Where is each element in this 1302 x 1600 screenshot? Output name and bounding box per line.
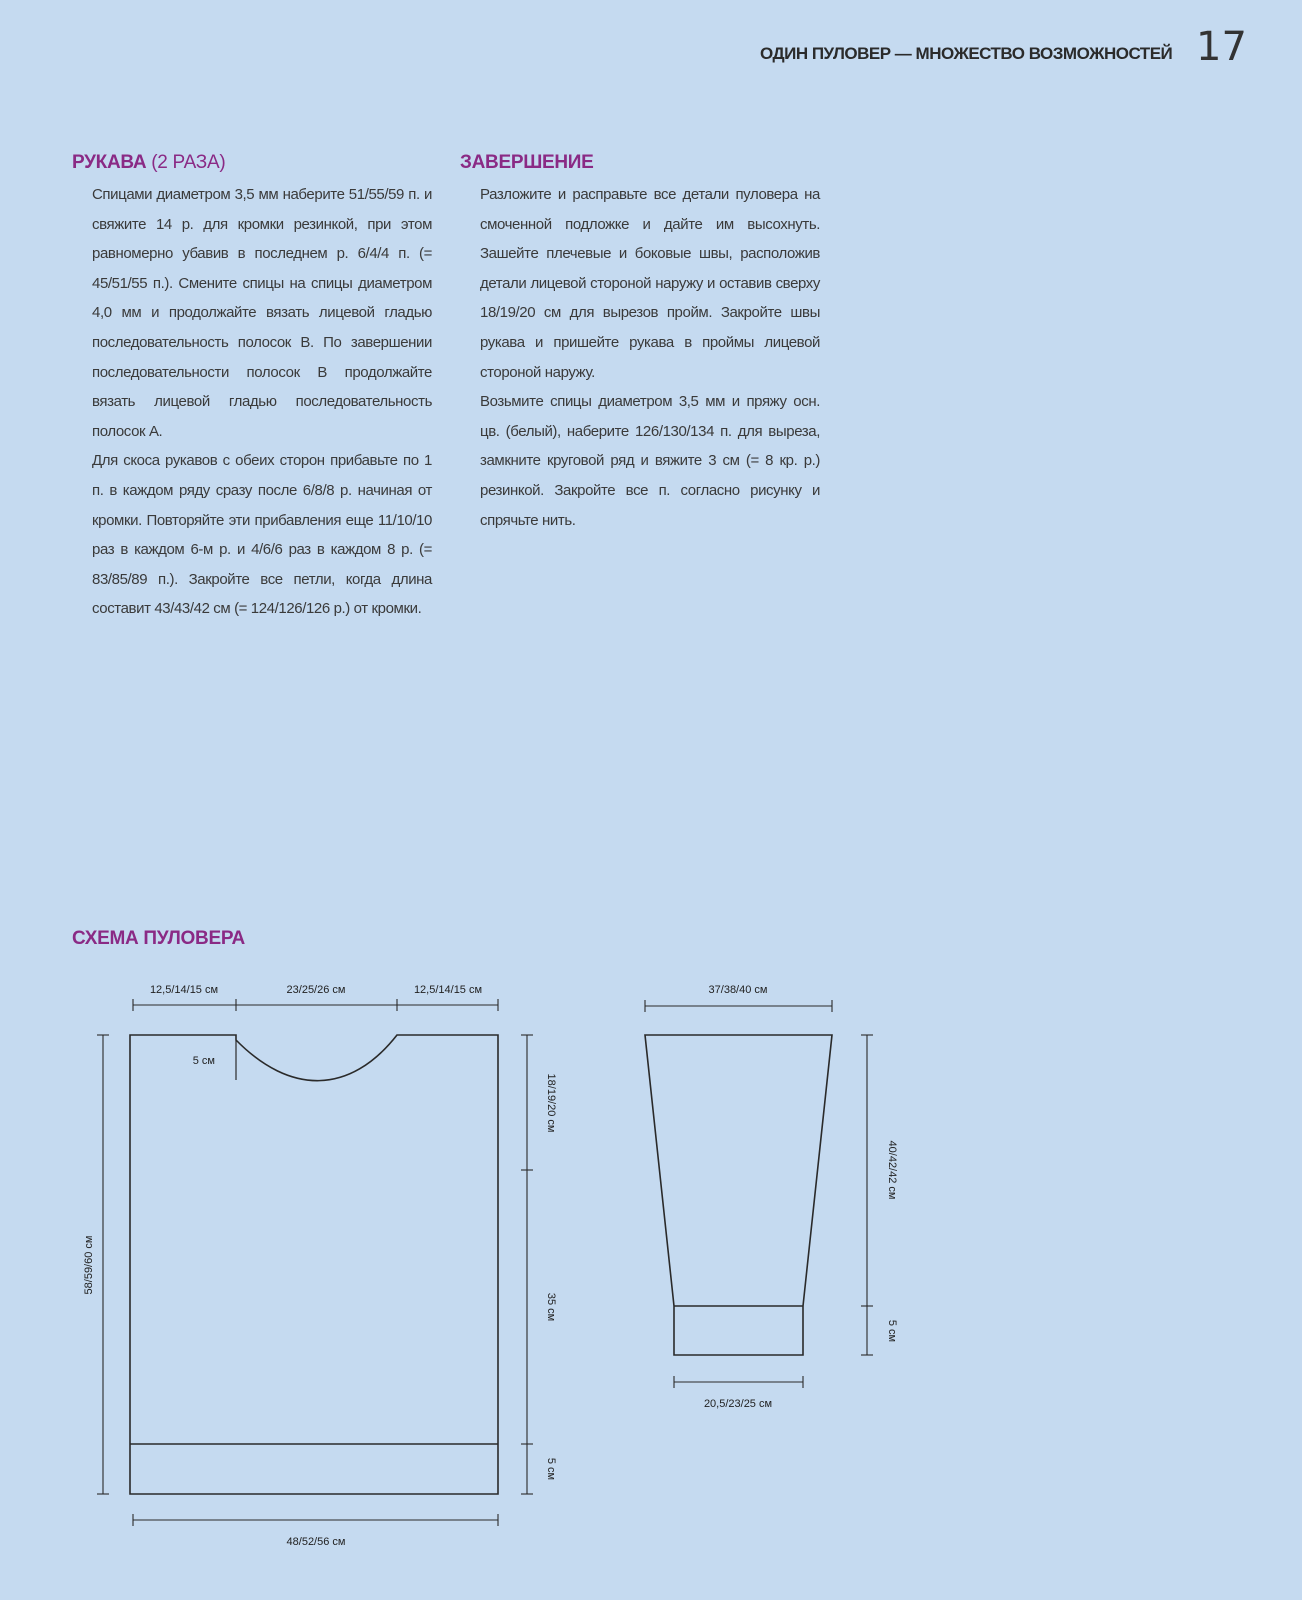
label-sleeve-bottom: 20,5/23/25 см: [703, 1398, 773, 1410]
running-header: ОДИН ПУЛОВЕР — МНОЖЕСТВО ВОЗМОЖНОСТЕЙ: [760, 44, 1173, 63]
page-number: 17: [1196, 24, 1247, 70]
finishing-heading: ЗАВЕРШЕНИЕ: [460, 152, 594, 173]
label-shoulder-right: 12,5/14/15 см: [413, 984, 483, 996]
label-height-total: 58/59/60 см: [83, 1235, 95, 1295]
sleeves-paragraph: Спицами диаметром 3,5 мм наберите 51/55/59 п. и свяжите 14 р. для кромки резинкой, при этом равномерно убавив в последнем р. 6/4/4 п. (= 45/51/55 п.). Смените спицы на спицы диаметром 4,0 мм и продолжайте вязать лицевой гладью последовательность полосок B. По завершении последовательности полосок B продолжайте вязать лицевой гладью последовательность полосок A.: [92, 186, 432, 440]
label-neck-depth: 5 см: [192, 1055, 215, 1067]
label-sleeve-length: 40/42/42 см: [886, 1140, 898, 1200]
label-rib: 5 см: [545, 1457, 557, 1481]
body-outline: [130, 1035, 498, 1494]
sleeves-paragraph: Для скоса рукавов с обеих сторон прибавьте по 1 п. в каждом ряду сразу после 6/8/8 р. начиная от кромки. Повторяйте эти прибавления еще 11/10/10 раз в каждом 6-м р. и 4/6/6 раз в каждом 8 р. (= 83/85/89 п.). Закройте все петли, когда длина составит 43/43/42 см (= 124/126/126 р.) от кромки.: [92, 452, 432, 618]
label-sleeve-cuff: 5 см: [886, 1319, 898, 1343]
label-armhole: 18/19/20 см: [545, 1073, 557, 1133]
sleeves-subheading: (2 РАЗА): [151, 152, 226, 173]
sleeves-heading-text: РУКАВА: [72, 152, 147, 173]
finishing-paragraph: Возьмите спицы диаметром 3,5 мм и пряжу осн. цв. (белый), наберите 126/130/134 п. для выреза, замкните круговой ряд и вяжите 3 см (= 8 кр. р.) резинкой. Закройте все п. согласно рисунку и спрячьте нить.: [480, 393, 820, 529]
label-sleeve-top: 37/38/40 см: [708, 984, 768, 996]
label-side: 35 см: [545, 1292, 557, 1322]
label-shoulder-left: 12,5/14/15 см: [149, 984, 219, 996]
sleeve-outline: [645, 1035, 832, 1355]
scheme-title: СХЕМА ПУЛОВЕРА: [72, 928, 245, 949]
label-body-width: 48/52/56 см: [286, 1536, 346, 1548]
finishing-paragraph: Разложите и расправьте все детали пуловера на смоченной подложке и дайте им высохнуть. Зашейте плечевые и боковые швы, расположив детали лицевой стороной наружу и оставив сверху 18/19/20 см для вырезов пройм. Закройте швы рукава и пришейте рукава в проймы лицевой стороной наружу.: [480, 186, 820, 381]
label-neck-width: 23/25/26 см: [286, 984, 346, 996]
